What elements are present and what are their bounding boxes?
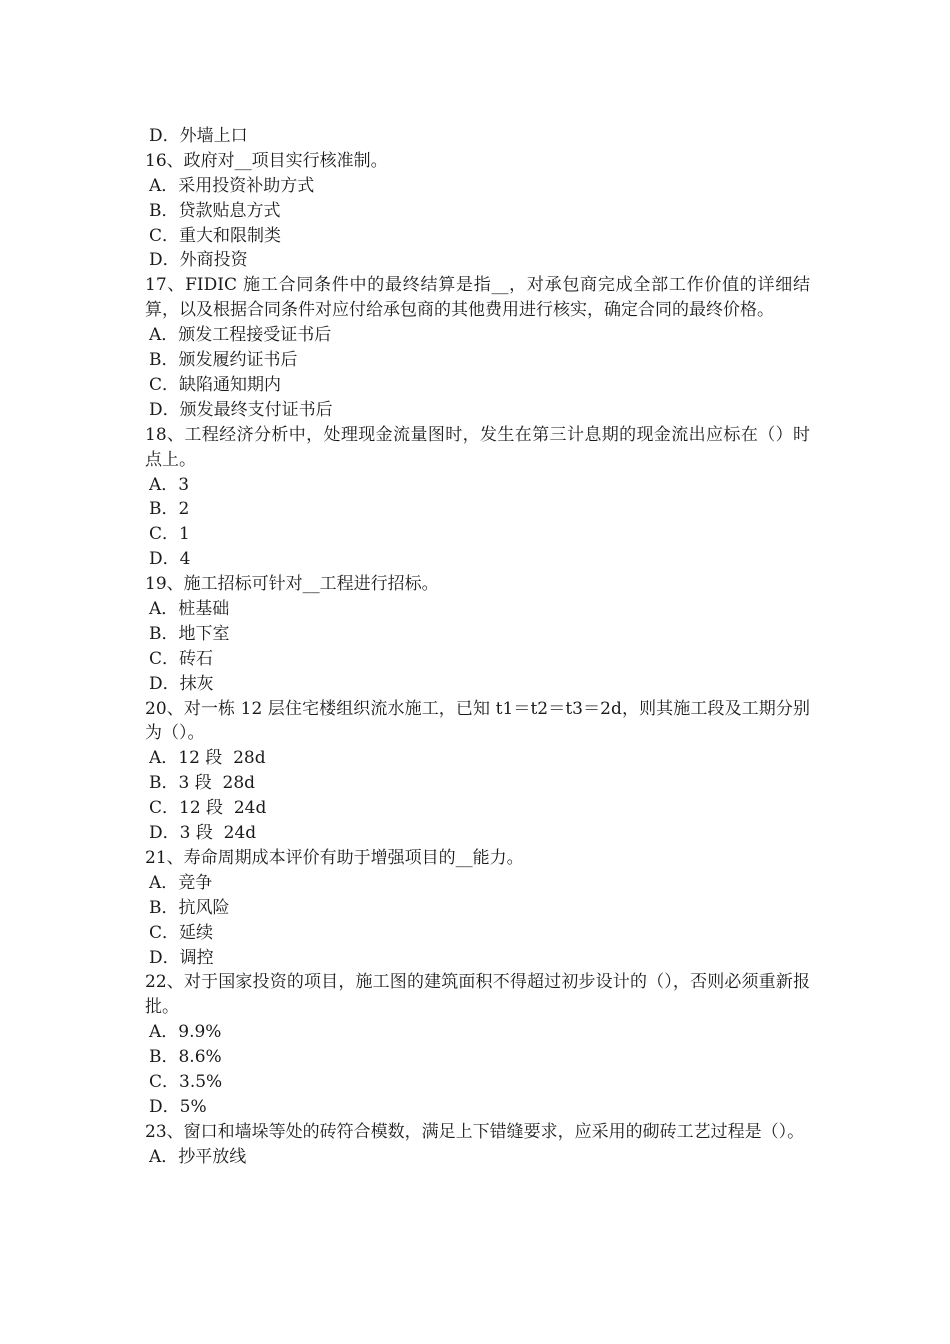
option-b: B．8.6% xyxy=(149,1047,222,1068)
question-text: 19、施工招标可针对__工程进行招标。 xyxy=(145,574,439,595)
option-a: A．竞争 xyxy=(149,872,213,893)
option-c: C．3.5% xyxy=(149,1072,223,1093)
question-text: 22、对于国家投资的项目，施工图的建筑面积不得超过初步设计的（），否则必须重新报批。 xyxy=(145,972,810,1018)
option-d: D．抹灰 xyxy=(149,673,214,694)
option-a: A．抄平放线 xyxy=(149,1146,247,1167)
option-c: C．1 xyxy=(149,524,190,545)
option-c: C．12 段 24d xyxy=(149,798,267,819)
option-c: C．重大和限制类 xyxy=(149,225,282,246)
question-23 xyxy=(145,1120,810,1170)
option-b: B．2 xyxy=(149,499,190,520)
option-b: B．颁发履约证书后 xyxy=(149,350,298,371)
option-b: B．贷款贴息方式 xyxy=(149,200,281,221)
question-20 xyxy=(145,697,810,846)
question-16 xyxy=(145,149,810,273)
question-19 xyxy=(145,572,810,696)
question-17 xyxy=(145,273,810,422)
option-a: A．桩基础 xyxy=(149,599,230,620)
option-d: D．外商投资 xyxy=(149,250,248,271)
option-b: B．3 段 28d xyxy=(149,773,256,794)
option-d: D．3 段 24d xyxy=(149,823,257,844)
question-text: 20、对一栋 12 层住宅楼组织流水施工，已知 t1＝t2＝t3＝2d，则其施工段及工期分别为（）。 xyxy=(145,698,810,744)
option-b: B．抗风险 xyxy=(149,897,230,918)
question-18 xyxy=(145,423,810,572)
option-a: A．采用投资补助方式 xyxy=(149,175,315,196)
question-text: 17、FIDIC 施工合同条件中的最终结算是指__，对承包商完成全部工作价值的详细结算，以及根据合同条件对应付给承包商的其他费用进行核实，确定合同的最终价格。 xyxy=(145,275,810,321)
option-c: C．缺陷通知期内 xyxy=(149,374,282,395)
option-c: C．砖石 xyxy=(149,648,214,669)
option-d: D．4 xyxy=(149,549,191,570)
option-d: D．5% xyxy=(149,1096,207,1117)
option-b: B．地下室 xyxy=(149,623,230,644)
option-line: D．外墙上口 xyxy=(149,126,248,146)
question-text: 23、窗口和墙垛等处的砖符合模数，满足上下错缝要求，应采用的砌砖工艺过程是（）。 xyxy=(145,1121,805,1142)
option-d: D．调控 xyxy=(149,947,214,968)
question-text: 18、工程经济分析中，处理现金流量图时，发生在第三计息期的现金流出应标在（）时点上。 xyxy=(145,424,810,470)
question-text: 16、政府对__项目实行核准制。 xyxy=(145,150,388,171)
question-22 xyxy=(145,970,810,1119)
option-a: A．9.9% xyxy=(149,1022,222,1043)
option-c: C．延续 xyxy=(149,922,214,943)
option-a: A．3 xyxy=(149,474,190,495)
document-page xyxy=(145,124,810,1170)
option-a: A．12 段 28d xyxy=(149,748,266,769)
option-d: D．颁发最终支付证书后 xyxy=(149,399,333,420)
question-text: 21、寿命周期成本评价有助于增强项目的__能力。 xyxy=(145,847,524,868)
option-a: A．颁发工程接受证书后 xyxy=(149,325,332,346)
question-21 xyxy=(145,846,810,970)
